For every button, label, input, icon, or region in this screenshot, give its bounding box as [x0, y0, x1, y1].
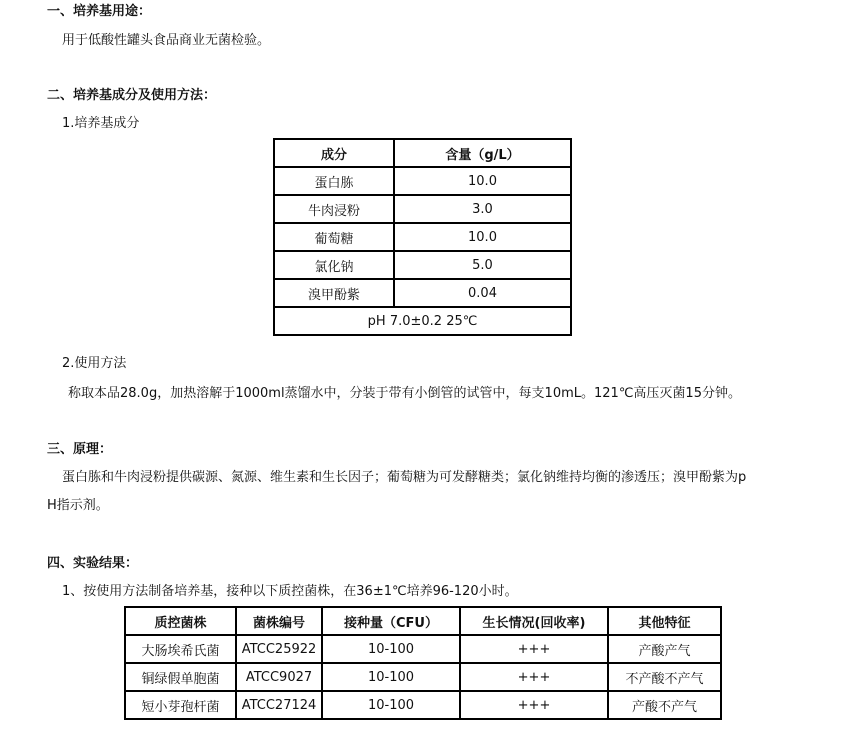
- principle-line-1: 蛋白胨和牛肉浸粉提供碳源、氮源、维生素和生长因子；葡萄糖为可发酵糖类；氯化钠维持均衡的渗透压；溴甲酚紫为p: [62, 470, 747, 485]
- strain-name: 铜绿假单胞菌: [125, 663, 236, 691]
- component-name: 蛋白胨: [274, 167, 394, 195]
- component-name: 溴甲酚紫: [274, 279, 394, 307]
- component-amount: 3.0: [394, 195, 571, 223]
- section-4-heading: 四、实验结果：: [47, 556, 139, 571]
- subsection-method-title: 2.使用方法: [62, 356, 127, 371]
- component-amount: 10.0: [394, 223, 571, 251]
- inoculum: 10-100: [322, 635, 460, 663]
- subsection-composition-title: 1.培养基成分: [62, 116, 140, 131]
- table-row: [274, 167, 571, 195]
- table-header-row: [274, 139, 571, 167]
- component-amount: 5.0: [394, 251, 571, 279]
- header-strain-id: 菌株编号: [236, 607, 322, 635]
- growth: +++: [460, 635, 608, 663]
- growth: +++: [460, 663, 608, 691]
- table-row: [274, 223, 571, 251]
- section-1-text: 用于低酸性罐头食品商业无菌检验。: [62, 33, 271, 48]
- method-text: 称取本品28.0g，加热溶解于1000ml蒸馏水中，分装于带有小倒管的试管中，每支10mL。121℃高压灭菌15分钟。: [68, 386, 741, 401]
- table-row: [125, 635, 721, 663]
- growth: +++: [460, 691, 608, 719]
- component-name: 氯化钠: [274, 251, 394, 279]
- table-header-row: [125, 607, 721, 635]
- inoculum: 10-100: [322, 663, 460, 691]
- strain-id: ATCC27124: [236, 691, 322, 719]
- component-name: 葡萄糖: [274, 223, 394, 251]
- composition-table: [273, 138, 572, 336]
- table-row: [125, 691, 721, 719]
- inoculum: 10-100: [322, 691, 460, 719]
- component-name: 牛肉浸粉: [274, 195, 394, 223]
- other-feature: 不产酸不产气: [608, 663, 721, 691]
- header-inoculum: 接种量（CFU）: [322, 607, 460, 635]
- section-1-heading: 一、培养基用途：: [47, 4, 152, 19]
- table-row: [274, 279, 571, 307]
- strain-id: ATCC25922: [236, 635, 322, 663]
- table-row: [274, 195, 571, 223]
- other-feature: 产酸不产气: [608, 691, 721, 719]
- other-feature: 产酸产气: [608, 635, 721, 663]
- section-3-heading: 三、原理：: [47, 442, 113, 457]
- strain-id: ATCC9027: [236, 663, 322, 691]
- component-amount: 10.0: [394, 167, 571, 195]
- table-row: [125, 663, 721, 691]
- quality-control-table: [124, 606, 722, 720]
- strain-name: 大肠埃希氏菌: [125, 635, 236, 663]
- ph-note: pH 7.0±0.2 25℃: [274, 307, 571, 335]
- header-component: 成分: [274, 139, 394, 167]
- header-strain: 质控菌株: [125, 607, 236, 635]
- table-row: [274, 251, 571, 279]
- header-content: 含量（g/L）: [394, 139, 571, 167]
- header-other: 其他特征: [608, 607, 721, 635]
- component-amount: 0.04: [394, 279, 571, 307]
- results-intro: 1、按使用方法制备培养基，接种以下质控菌株，在36±1℃培养96-120小时。: [62, 584, 518, 599]
- principle-line-2: H指示剂。: [47, 498, 109, 513]
- section-2-heading: 二、培养基成分及使用方法：: [47, 88, 217, 103]
- header-growth: 生长情况(回收率): [460, 607, 608, 635]
- table-footer-row: [274, 307, 571, 335]
- strain-name: 短小芽孢杆菌: [125, 691, 236, 719]
